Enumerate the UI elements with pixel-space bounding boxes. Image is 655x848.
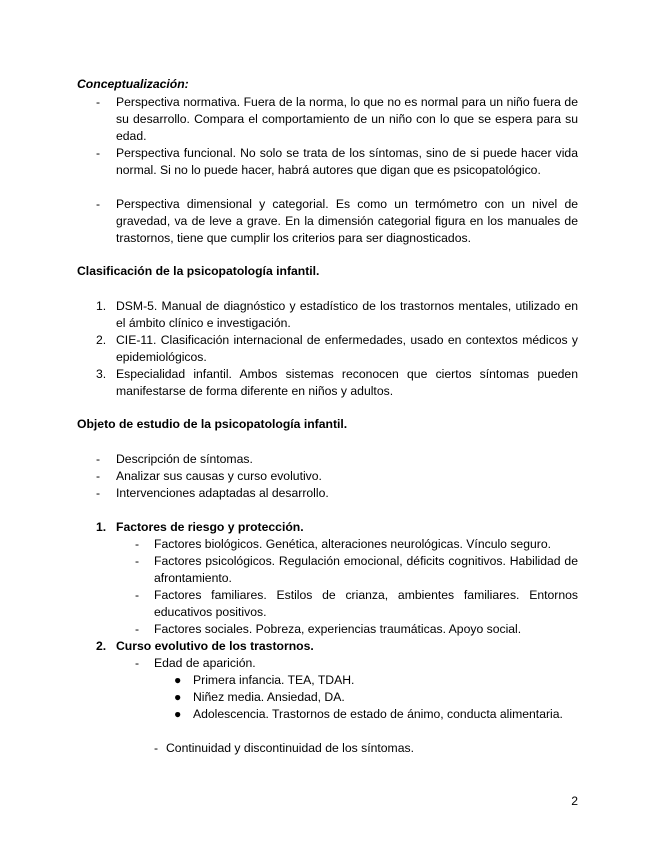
dash-bullet: - — [135, 537, 140, 551]
age-of-onset-label: Edad de aparición. — [154, 656, 256, 670]
object-item-3: Intervenciones adaptadas al desarrollo. — [116, 486, 329, 500]
dash-bullet: - — [135, 656, 140, 670]
numbered-heading-marker: 2. — [96, 639, 107, 653]
number-marker: 1. — [96, 299, 107, 313]
object-item-1: Descripción de síntomas. — [116, 452, 253, 466]
dash-bullet: - — [96, 452, 101, 466]
risk-factors-heading: Factores de riesgo y protección. — [116, 520, 304, 534]
number-marker: 2. — [96, 333, 107, 347]
object-item-2: Analizar sus causas y curso evolutivo. — [116, 469, 322, 483]
dash-bullet: - — [154, 741, 159, 755]
number-marker: 3. — [96, 367, 107, 381]
course-heading: Curso evolutivo de los trastornos. — [116, 639, 314, 653]
dash-bullet: - — [135, 622, 140, 636]
risk-item-3: Factores familiares. Estilos de crianza, ambientes familiares. Entornos educativos positivos. — [154, 588, 578, 619]
risk-item-2: Factores psicológicos. Regulación emocional, déficits cognitivos. Habilidad de afrontamiento. — [154, 554, 578, 585]
conceptualization-heading: Conceptualización: — [77, 77, 189, 91]
risk-item-4: Factores sociales. Pobreza, experiencias traumáticas. Apoyo social. — [154, 622, 522, 636]
risk-item-1: Factores biológicos. Genética, alteraciones neurológicas. Vínculo seguro. — [154, 537, 551, 551]
object-of-study-heading: Objeto de estudio de la psicopatología infantil. — [77, 417, 348, 431]
dash-bullet: - — [135, 588, 140, 602]
dash-bullet: - — [96, 146, 101, 160]
numbered-heading-marker: 1. — [96, 520, 107, 534]
dash-bullet: - — [96, 469, 101, 483]
conceptualization-item-1: Perspectiva normativa. Fuera de la norma, lo que no es normal para un niño fuera de su desarrollo. Compara el comportamiento de un niño con lo que se espera para su edad. — [116, 95, 578, 143]
classification-item-2: CIE-11. Clasificación internacional de enfermedades, usado en contextos médicos y epidemiológicos. — [116, 333, 578, 364]
age-item-1: Primera infancia. TEA, TDAH. — [193, 673, 355, 687]
conceptualization-item-2: Perspectiva funcional. No solo se trata de los síntomas, sino de si puede hacer vida normal. Si no lo puede hacer, habrá autores que digan que es psicopatológico. — [116, 146, 578, 177]
dot-bullet: ● — [174, 707, 182, 721]
conceptualization-item-3: Perspectiva dimensional y categorial. Es como un termómetro con un nivel de gravedad, va de leve a grave. En la dimensión categorial figura en los manuales de trastornos, tiene que cumplir los criterios para ser diagnosticados. — [116, 197, 578, 245]
page-number: 2 — [571, 794, 578, 808]
dash-bullet: - — [96, 197, 101, 211]
dash-bullet: - — [96, 95, 101, 109]
classification-item-3: Especialidad infantil. Ambos sistemas reconocen que ciertos síntomas pueden manifestarse de forma diferente en niños y adultos. — [116, 367, 578, 398]
continuity-item: Continuidad y discontinuidad de los síntomas. — [166, 741, 414, 755]
dot-bullet: ● — [174, 690, 182, 704]
dash-bullet: - — [96, 486, 101, 500]
dash-bullet: - — [135, 554, 140, 568]
classification-heading: Clasificación de la psicopatología infantil. — [77, 264, 320, 278]
classification-item-1: DSM-5. Manual de diagnóstico y estadístico de los trastornos mentales, utilizado en el ámbito clínico e investigación. — [116, 299, 578, 330]
age-item-2: Niñez media. Ansiedad, DA. — [193, 690, 345, 704]
age-item-3: Adolescencia. Trastornos de estado de ánimo, conducta alimentaria. — [193, 707, 563, 721]
dot-bullet: ● — [174, 673, 182, 687]
